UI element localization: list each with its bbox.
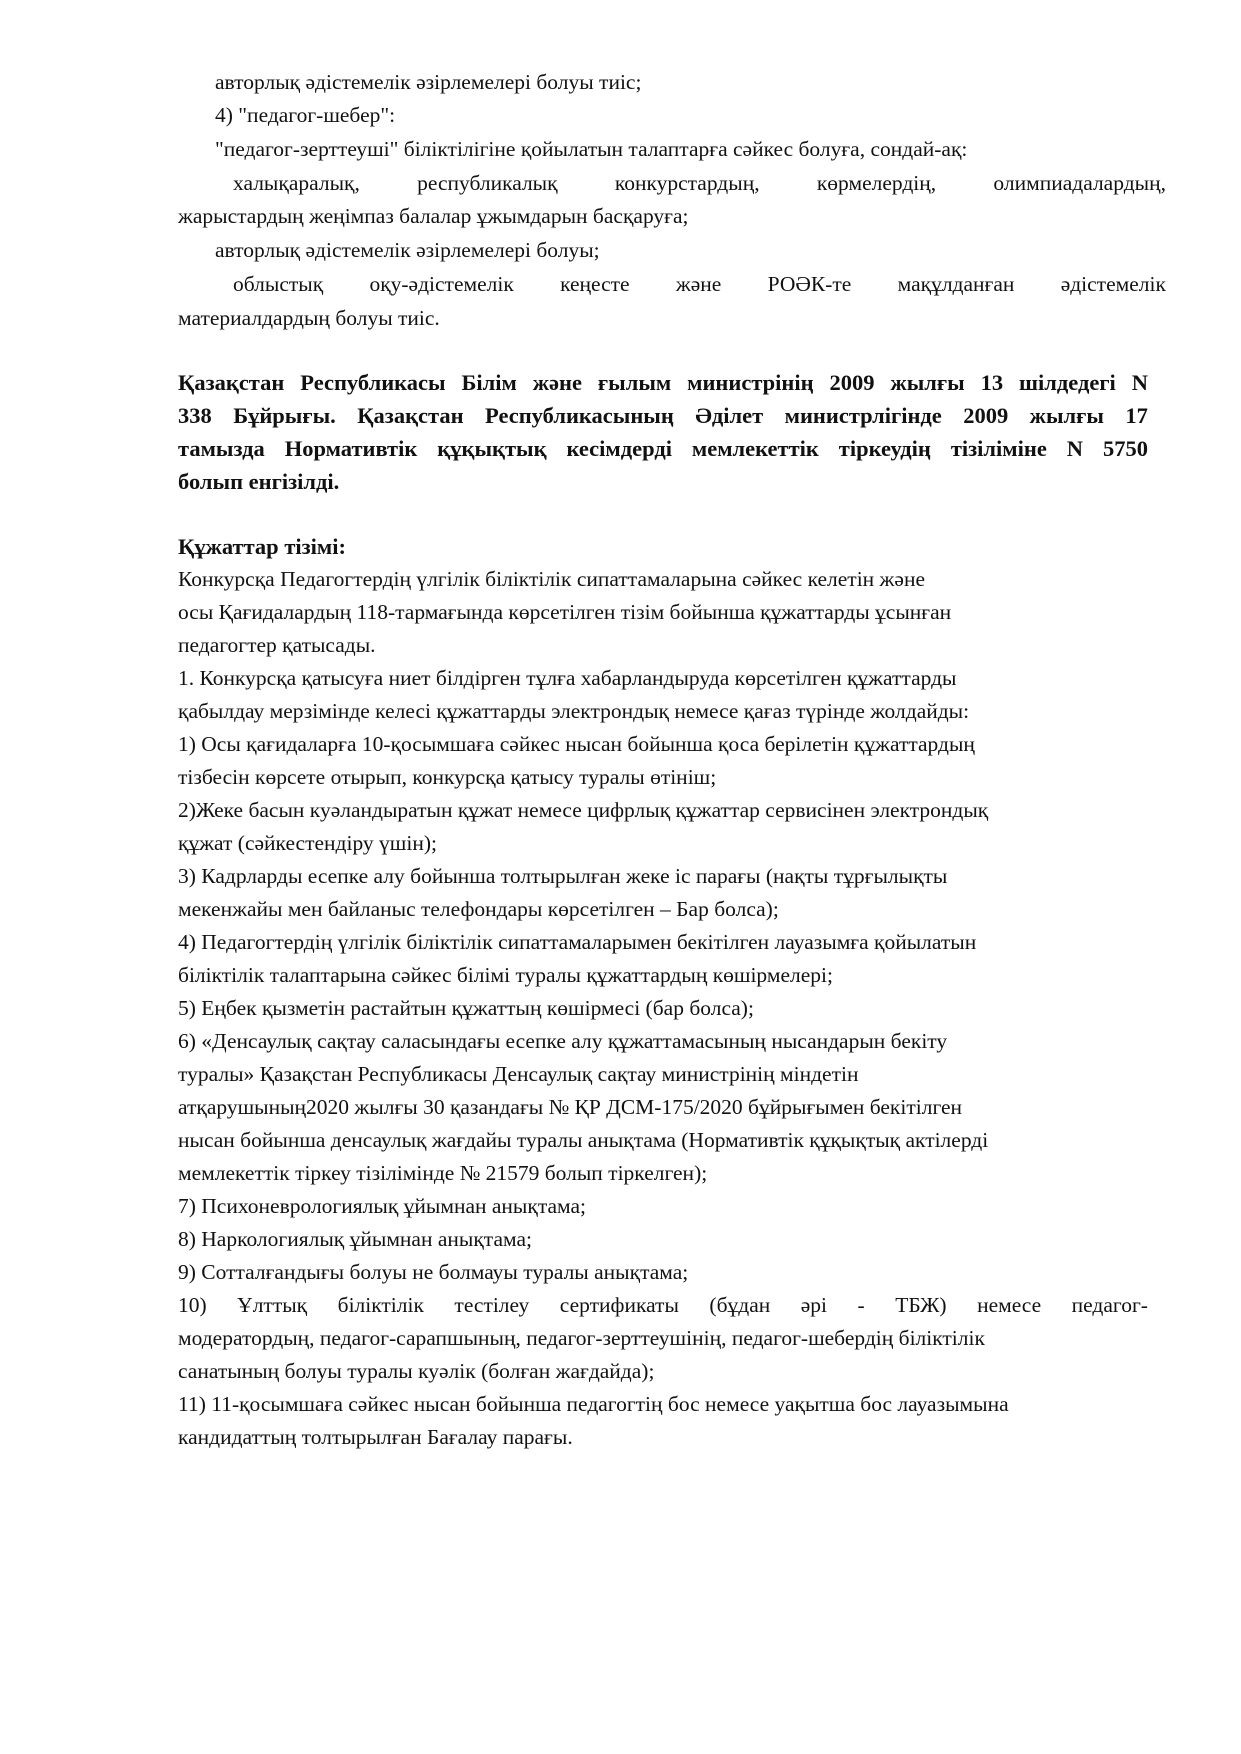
word: 10) (178, 1293, 207, 1317)
text-line: педагогтер қатысады. (178, 633, 376, 657)
text-line: авторлық әдістемелік әзірлемелері болуы; (215, 238, 600, 262)
text-line: 5) Еңбек қызметін растайтын құжаттың көшірмесі (бар болса); (178, 996, 754, 1020)
word: 17 (1125, 403, 1148, 428)
word: облыстық (233, 272, 324, 296)
word: немесе (977, 1293, 1042, 1317)
word: педагог- (1071, 1293, 1148, 1317)
word: министрінің (687, 370, 814, 395)
word: ғылым (597, 370, 672, 395)
text-line: 7) Психоневрологиялық ұйымнан анықтама; (178, 1194, 586, 1218)
text-line: 3) Кадрларды есепке алу бойынша толтырылған жеке іс парағы (нақты тұрғылықты (178, 864, 948, 888)
word: республикалық (417, 171, 558, 195)
text-line: 1. Конкурсқа қатысуға ниет білдірген тұлға хабарландыруда көрсетілген құжаттарды (178, 666, 957, 690)
word: Білім (461, 370, 517, 395)
text-line: 4) "педагог-шебер": (215, 103, 396, 127)
word: 2009 (963, 403, 1009, 428)
word: тізіліміне (950, 436, 1047, 461)
text-line: Конкурсқа Педагогтердің үлгілік біліктілік сипаттамаларына сәйкес келетін және (178, 567, 925, 591)
word: оқу-әдістемелік (369, 272, 514, 296)
word: құқықтық (437, 436, 547, 461)
word: N (1066, 436, 1083, 461)
word: кесімдерді (566, 436, 672, 461)
order-line (178, 372, 1148, 395)
word: әдістемелік (1060, 272, 1166, 296)
text-line: авторлық әдістемелік әзірлемелері болуы тиіс; (215, 70, 642, 94)
word: жылғы (890, 370, 965, 395)
text-line: осы Қағидалардың 118-тармағында көрсетілген тізім бойынша құжаттарды ұсынған (178, 600, 952, 624)
word: әрі (800, 1293, 828, 1317)
word: 2009 (829, 370, 875, 395)
word: Республикасы (300, 370, 446, 395)
text-line: құжат (сәйкестендіру үшін); (178, 831, 437, 855)
text-line: нысан бойынша денсаулық жағдайы туралы анықтама (Нормативтік құқықтық актілерді (178, 1128, 989, 1152)
text-line: мемлекеттік тіркеу тізілімінде № 21579 болып тіркелген); (178, 1161, 708, 1185)
word: тіркеудің (838, 436, 931, 461)
text-line: 6) «Денсаулық сақтау саласындағы есепке алу құжаттамасының нысандарын бекіту (178, 1029, 948, 1053)
justified-line (178, 1295, 1148, 1317)
word: Қазақстан (357, 403, 464, 428)
text-line: 4) Педагогтердің үлгілік біліктілік сипаттамаларымен бекітілген лауазымға қойылатын (178, 930, 977, 954)
word: мақұлданған (897, 272, 1015, 296)
text-line: атқарушының2020 жылғы 30 қазандағы № ҚР ДСМ-175/2020 бұйрығымен бекітілген (178, 1095, 963, 1119)
text-line: мекенжайы мен байланыс телефондары көрсетілген – Бар болса); (178, 897, 779, 921)
text-line: жарыстардың жеңімпаз балалар ұжымдарын басқаруға; (178, 204, 689, 228)
word: кеңесте (560, 272, 630, 296)
order-line (178, 438, 1148, 461)
word: министрлігінде (784, 403, 942, 428)
word: 13 (980, 370, 1004, 395)
word: сертификаты (559, 1293, 679, 1317)
text-line: қабылдау мерзімінде келесі құжаттарды электрондық немесе қағаз түрінде жолдайды: (178, 699, 970, 723)
word: N (1131, 370, 1148, 395)
word: тамызда (178, 436, 265, 461)
section-heading: Құжаттар тізімі: (178, 534, 346, 559)
text-line: материалдардың болуы тиіс. (178, 306, 440, 330)
word: мемлекеттік (691, 436, 819, 461)
word: конкурстардың, (614, 171, 760, 195)
order-line: болып енгізілді. (178, 469, 340, 494)
text-line: 11) 11-қосымшаға сәйкес нысан бойынша педагогтің бос немесе уақытша бос лауазымына (178, 1392, 1009, 1416)
order-line (178, 405, 1148, 428)
text-line: "педагог-зерттеуші" біліктілігіне қойылатын талаптарға сәйкес болуға, сондай-ақ: (215, 137, 968, 161)
word: Қазақстан (178, 370, 285, 395)
text-line: 8) Наркологиялық ұйымнан анықтама; (178, 1227, 532, 1251)
word: Ұлттық (237, 1293, 308, 1317)
word: Нормативтік (284, 436, 418, 461)
word: Бұйрығы. (233, 403, 336, 428)
word: көрмелердің, (816, 171, 937, 195)
word: және (675, 272, 722, 296)
word: тестілеу (454, 1293, 530, 1317)
word: - (857, 1293, 865, 1317)
word: 338 (178, 403, 212, 428)
word: жылғы (1029, 403, 1104, 428)
word: шілдедегі (1019, 370, 1116, 395)
text-line: 2)Жеке басын куәландыратын құжат немесе цифрлық құжаттар сервисінен электрондық (178, 798, 989, 822)
text-line: туралы» Қазақстан Республикасы Денсаулық сақтау министрінің міндетін (178, 1062, 859, 1086)
word: (бұдан (709, 1293, 771, 1317)
justified-line (233, 173, 1166, 195)
justified-line (233, 274, 1166, 296)
word: олимпиадалардың, (993, 171, 1166, 195)
text-line: модератордың, педагог-сарапшының, педагог-зерттеушінің, педагог-шебердің біліктілік (178, 1326, 985, 1350)
word: ТБЖ) (895, 1293, 947, 1317)
text-line: санатының болуы туралы куәлік (болған жағдайда); (178, 1359, 655, 1383)
word: Республикасының (485, 403, 674, 428)
text-line: 9) Сотталғандығы болуы не болмауы туралы анықтама; (178, 1260, 689, 1284)
word: біліктілік (337, 1293, 424, 1317)
word: халықаралық, (233, 171, 360, 195)
text-line: 1) Осы қағидаларға 10-қосымшаға сәйкес нысан бойынша қоса берілетін құжаттардың (178, 732, 975, 756)
word: РОӘК-те (767, 272, 852, 296)
word: Әділет (695, 403, 764, 428)
word: 5750 (1102, 436, 1148, 461)
text-line: тізбесін көрсете отырып, конкурсқа қатысу туралы өтініш; (178, 765, 717, 789)
text-line: біліктілік талаптарына сәйкес білімі туралы құжаттардың көшірмелері; (178, 963, 833, 987)
word: және (532, 370, 582, 395)
text-line: кандидаттың толтырылған Бағалау парағы. (178, 1425, 573, 1449)
